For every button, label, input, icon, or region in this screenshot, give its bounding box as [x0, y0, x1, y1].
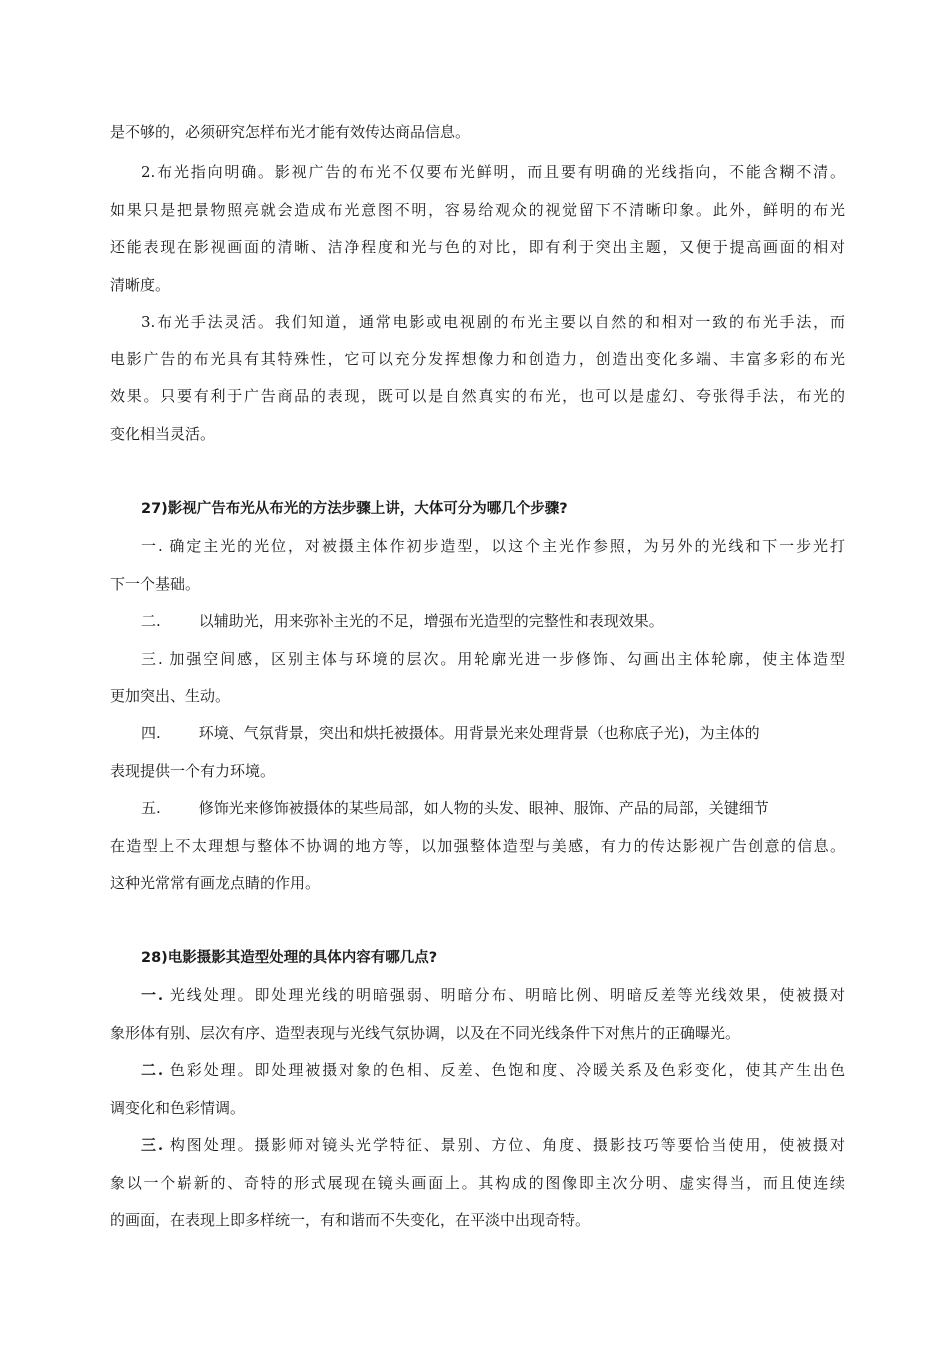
step-text: 修饰光来修饰被摄体的某些局部，如人物的头发、眼神、服饰、产品的局部，关键细节: [198, 799, 769, 817]
paragraph-line: 电影广告的布光具有其特殊性，它可以充分发挥想像力和创造力，创造出变化多端、丰富多彩的布光: [110, 350, 845, 368]
item-line: [141, 1135, 845, 1155]
paragraph-line: 象以一个崭新的、奇特的形式展现在镜头画面上。其构成的图像即主次分明、虚实得当，而且使连续: [110, 1174, 845, 1192]
paragraph-line: 变化相当灵活。: [110, 425, 216, 443]
step-line: [141, 611, 845, 631]
paragraph-line: 一. 确定主光的光位，对被摄主体作初步造型，以这个主光作参照，为另外的光线和下一步光打: [141, 537, 845, 555]
paragraph-line: 还能表现在影视画面的清晰、洁净程度和光与色的对比，即有利于突出主题，又便于提高画面的相对: [110, 238, 845, 256]
step-text: 以辅助光，用来弥补主光的不足，增强布光造型的完整性和表现效果。: [198, 612, 664, 630]
paragraph-line: 三. 加强空间感，区别主体与环境的层次。用轮廓光进一步修饰、勾画出主体轮廓，使主体造型: [141, 650, 845, 668]
step-line: [141, 723, 845, 743]
paragraph-line: 象形体有别、层次有序、造型表现与光线气氛协调，以及在不同光线条件下对焦片的正确曝光。: [110, 1024, 741, 1042]
paragraph-line: 更加突出、生动。: [110, 687, 231, 705]
item-text: 构图处理。摄影师对镜头光学特征、景别、方位、角度、摄影技巧等要恰当使用，使被摄对: [169, 1136, 845, 1154]
step-text: 环境、气氛背景，突出和烘托被摄体。用背景光来处理背景（也称底子光)，为主体的: [198, 724, 760, 742]
paragraph-line: 这种光常常有画龙点睛的作用。: [110, 874, 321, 892]
item-number: 一.: [141, 986, 164, 1004]
item-number: 二.: [141, 1061, 164, 1079]
item-number: 三.: [141, 1136, 164, 1154]
paragraph-line: 如果只是把景物照亮就会造成布光意图不明，容易给观众的视觉留下不清晰印象。此外，鲜明的布光: [110, 201, 845, 219]
paragraph-line: 在造型上不太理想与整体不协调的地方等，以加强整体造型与美感，有力的传达影视广告创意的信息。: [110, 837, 845, 855]
paragraph-line: 效果。只要有利于广告商品的表现，既可以是自然真实的布光，也可以是虚幻、夸张得手法，布光的: [110, 387, 845, 405]
step-line: [141, 798, 845, 818]
step-number: 二.: [141, 612, 161, 630]
step-number: 四.: [141, 724, 161, 742]
paragraph-line: 清晰度。: [110, 276, 171, 294]
paragraph-line: 2.布光指向明确。影视广告的布光不仅要布光鲜明，而且要有明确的光线指向，不能含糊不清。: [141, 163, 845, 181]
paragraph-line: 是不够的，必须研究怎样布光才能有效传达商品信息。: [110, 123, 471, 141]
paragraph-line: 调变化和色彩情调。: [110, 1099, 246, 1117]
paragraph-line: 3.布光手法灵活。我们知道，通常电影或电视剧的布光主要以自然的和相对一致的布光手法，而: [141, 313, 845, 331]
item-line: [141, 985, 845, 1005]
paragraph-line: 表现提供一个有力环境。: [110, 762, 276, 780]
step-number: 五.: [141, 799, 161, 817]
paragraph-line: 下一个基础。: [110, 575, 201, 593]
item-text: 光线处理。即处理光线的明暗强弱、明暗分布、明暗比例、明暗反差等光线效果，使被摄对: [169, 986, 845, 1004]
question-heading: 28)电影摄影其造型处理的具体内容有哪几点?: [141, 950, 438, 966]
item-text: 色彩处理。即处理被摄对象的色相、反差、色饱和度、冷暖关系及色彩变化，使其产生出色: [169, 1061, 845, 1079]
item-line: [141, 1060, 845, 1080]
question-heading: 27)影视广告布光从布光的方法步骤上讲，大体可分为哪几个步骤?: [141, 501, 568, 517]
paragraph-line: 的画面，在表现上即多样统一，有和谐而不失变化，在平淡中出现奇特。: [110, 1211, 591, 1229]
